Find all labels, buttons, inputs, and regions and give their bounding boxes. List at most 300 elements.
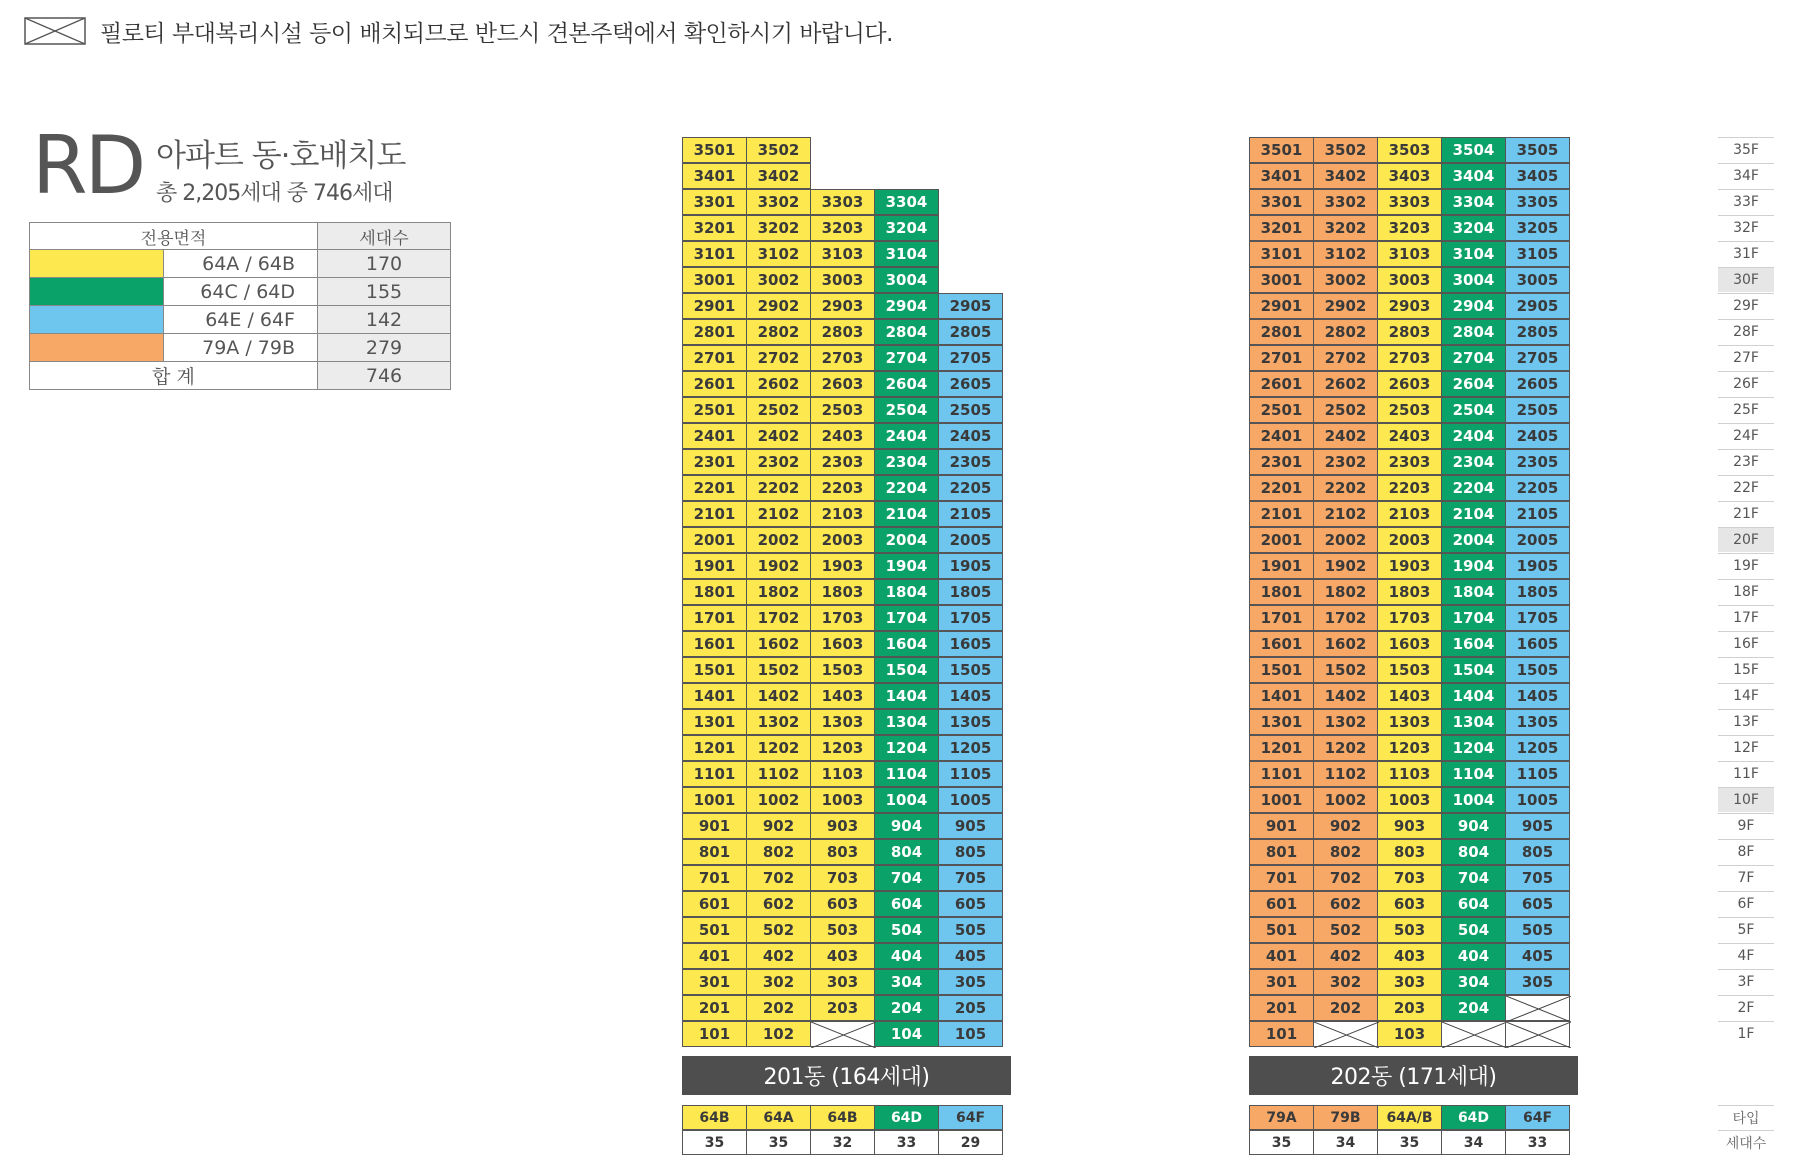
unit-cell: 1801 — [1249, 579, 1314, 605]
unit-cell: 405 — [938, 943, 1003, 969]
unit-cell: 2504 — [1441, 397, 1506, 423]
floor-row — [682, 189, 1002, 215]
unit-cell: 2301 — [682, 449, 747, 475]
unit-cell: 1002 — [746, 787, 811, 813]
unit-cell: 1105 — [938, 761, 1003, 787]
floor-row — [682, 345, 1002, 371]
count-cell: 35 — [682, 1130, 747, 1155]
unit-cell: 2402 — [746, 423, 811, 449]
unit-cell: 2503 — [1377, 397, 1442, 423]
unit-cell: 1305 — [938, 709, 1003, 735]
unit-cell: 901 — [1249, 813, 1314, 839]
legend-row — [30, 250, 451, 278]
unit-cell: 502 — [746, 917, 811, 943]
unit-cell: 904 — [874, 813, 939, 839]
unit-cell: 2702 — [746, 345, 811, 371]
unit-cell: 3304 — [1441, 189, 1506, 215]
unit-cell: 501 — [682, 917, 747, 943]
unit-cell: 3203 — [810, 215, 875, 241]
unit-cell: 2201 — [682, 475, 747, 501]
piloti-cell — [810, 1021, 875, 1047]
unit-cell: 402 — [746, 943, 811, 969]
unit-cell: 2601 — [682, 371, 747, 397]
unit-cell: 3501 — [682, 137, 747, 163]
unit-cell: 102 — [746, 1021, 811, 1047]
floor-label: 8F — [1718, 839, 1774, 864]
floor-row — [1249, 579, 1569, 605]
unit-cell: 3101 — [1249, 241, 1314, 267]
unit-cell: 2104 — [1441, 501, 1506, 527]
floor-row — [682, 293, 1002, 319]
unit-cell: 1103 — [1377, 761, 1442, 787]
unit-cell: 3103 — [810, 241, 875, 267]
unit-cell: 1504 — [1441, 657, 1506, 683]
unit-cell: 1801 — [682, 579, 747, 605]
unit-cell: 1004 — [874, 787, 939, 813]
count-cell: 33 — [1505, 1130, 1570, 1155]
unit-cell: 3201 — [682, 215, 747, 241]
legend-swatch — [30, 278, 164, 306]
empty-slot — [810, 137, 875, 163]
unit-cell: 3405 — [1505, 163, 1570, 189]
unit-cell: 702 — [746, 865, 811, 891]
unit-cell: 2303 — [810, 449, 875, 475]
unit-cell: 2903 — [1377, 293, 1442, 319]
unit-cell: 1004 — [1441, 787, 1506, 813]
unit-cell: 3002 — [746, 267, 811, 293]
unit-cell: 1604 — [874, 631, 939, 657]
unit-cell: 503 — [810, 917, 875, 943]
floor-row — [1249, 683, 1569, 709]
unit-cell: 1103 — [810, 761, 875, 787]
unit-cell: 2601 — [1249, 371, 1314, 397]
unit-cell: 2102 — [1313, 501, 1378, 527]
unit-cell: 1802 — [746, 579, 811, 605]
type-cell: 64B — [682, 1105, 747, 1130]
unit-cell: 2703 — [810, 345, 875, 371]
unit-cell: 2101 — [1249, 501, 1314, 527]
unit-cell: 1402 — [1313, 683, 1378, 709]
unit-cell: 1601 — [1249, 631, 1314, 657]
floor-row — [682, 839, 1002, 865]
unit-cell: 3002 — [1313, 267, 1378, 293]
floor-row — [682, 943, 1002, 969]
unit-cell: 2205 — [1505, 475, 1570, 501]
floor-row — [682, 397, 1002, 423]
floor-label: 11F — [1718, 761, 1774, 786]
floor-label: 25F — [1718, 397, 1774, 422]
floor-row — [682, 891, 1002, 917]
unit-cell: 1904 — [874, 553, 939, 579]
legend-header-row — [30, 223, 451, 250]
legend-swatch — [30, 306, 164, 334]
floor-label: 28F — [1718, 319, 1774, 344]
unit-cell: 301 — [682, 969, 747, 995]
unit-cell: 2602 — [1313, 371, 1378, 397]
floor-row — [1249, 241, 1569, 267]
unit-cell: 403 — [1377, 943, 1442, 969]
unit-cell: 2203 — [810, 475, 875, 501]
floor-row — [1249, 293, 1569, 319]
unit-cell: 2501 — [1249, 397, 1314, 423]
unit-cell: 3003 — [1377, 267, 1442, 293]
unit-cell: 1403 — [810, 683, 875, 709]
unit-cell: 1803 — [810, 579, 875, 605]
floor-row — [682, 969, 1002, 995]
count-cell: 35 — [1249, 1130, 1314, 1155]
floor-label: 13F — [1718, 709, 1774, 734]
unit-cell: 2404 — [874, 423, 939, 449]
unit-cell: 1903 — [810, 553, 875, 579]
unit-cell: 2302 — [746, 449, 811, 475]
floor-row — [1249, 319, 1569, 345]
unit-cell: 1505 — [1505, 657, 1570, 683]
unit-cell: 1602 — [746, 631, 811, 657]
type-row — [1249, 1105, 1569, 1130]
floor-row — [1249, 501, 1569, 527]
unit-cell: 2905 — [938, 293, 1003, 319]
unit-cell: 2305 — [1505, 449, 1570, 475]
unit-cell: 3102 — [746, 241, 811, 267]
floor-row — [1249, 709, 1569, 735]
unit-cell: 1003 — [1377, 787, 1442, 813]
unit-cell: 2103 — [1377, 501, 1442, 527]
building-201-label: 201동 (164세대) — [682, 1056, 1011, 1095]
floor-label: 27F — [1718, 345, 1774, 370]
unit-cell: 3202 — [1313, 215, 1378, 241]
unit-cell: 2605 — [938, 371, 1003, 397]
unit-cell: 1202 — [1313, 735, 1378, 761]
floor-row — [682, 579, 1002, 605]
unit-cell: 202 — [1313, 995, 1378, 1021]
unit-cell: 1205 — [1505, 735, 1570, 761]
unit-cell: 2304 — [874, 449, 939, 475]
floor-row — [682, 137, 1002, 163]
unit-cell: 1901 — [682, 553, 747, 579]
unit-cell: 805 — [1505, 839, 1570, 865]
unit-cell: 1203 — [810, 735, 875, 761]
unit-cell: 1303 — [810, 709, 875, 735]
unit-cell: 1104 — [874, 761, 939, 787]
floor-row — [1249, 891, 1569, 917]
unit-cell: 901 — [682, 813, 747, 839]
unit-cell: 1804 — [874, 579, 939, 605]
floor-label: 7F — [1718, 865, 1774, 890]
unit-cell: 1302 — [746, 709, 811, 735]
floor-row — [682, 319, 1002, 345]
unit-cell: 504 — [874, 917, 939, 943]
unit-cell: 1503 — [1377, 657, 1442, 683]
count-cell: 33 — [874, 1130, 939, 1155]
floor-label: 24F — [1718, 423, 1774, 448]
count-cell: 35 — [746, 1130, 811, 1155]
legend-type: 64A / 64B — [164, 250, 318, 278]
empty-slot — [874, 163, 939, 189]
unit-cell: 1503 — [810, 657, 875, 683]
unit-cell: 502 — [1313, 917, 1378, 943]
floor-labels — [1718, 137, 1774, 1047]
complex-code: RD — [32, 119, 144, 212]
floor-label: 6F — [1718, 891, 1774, 916]
unit-cell: 305 — [938, 969, 1003, 995]
unit-cell: 2002 — [1313, 527, 1378, 553]
unit-cell: 1705 — [938, 605, 1003, 631]
count-cell: 35 — [1377, 1130, 1442, 1155]
floor-row — [1249, 137, 1569, 163]
unit-cell: 2804 — [874, 319, 939, 345]
empty-slot — [938, 163, 1003, 189]
type-cell: 64A — [746, 1105, 811, 1130]
unit-cell: 702 — [1313, 865, 1378, 891]
unit-cell: 1002 — [1313, 787, 1378, 813]
unit-cell: 3003 — [810, 267, 875, 293]
unit-cell: 2405 — [1505, 423, 1570, 449]
unit-cell: 2003 — [1377, 527, 1442, 553]
floor-row — [682, 241, 1002, 267]
unit-cell: 104 — [874, 1021, 939, 1047]
unit-cell: 3402 — [1313, 163, 1378, 189]
building-202-label: 202동 (171세대) — [1249, 1056, 1578, 1095]
unit-cell: 903 — [810, 813, 875, 839]
unit-cell: 3004 — [1441, 267, 1506, 293]
floor-row — [1249, 527, 1569, 553]
floor-row — [682, 865, 1002, 891]
unit-cell: 304 — [1441, 969, 1506, 995]
count-cell: 34 — [1441, 1130, 1506, 1155]
unit-cell: 2405 — [938, 423, 1003, 449]
unit-cell: 2204 — [1441, 475, 1506, 501]
unit-cell: 705 — [938, 865, 1003, 891]
unit-cell: 2004 — [874, 527, 939, 553]
unit-cell: 204 — [874, 995, 939, 1021]
unit-cell: 404 — [874, 943, 939, 969]
type-cell: 64F — [1505, 1105, 1570, 1130]
floor-row — [1249, 995, 1569, 1021]
floor-row — [682, 995, 1002, 1021]
unit-cell: 203 — [810, 995, 875, 1021]
unit-cell: 602 — [746, 891, 811, 917]
unit-cell: 3403 — [1377, 163, 1442, 189]
unit-cell: 2302 — [1313, 449, 1378, 475]
empty-slot — [938, 215, 1003, 241]
unit-cell: 1404 — [874, 683, 939, 709]
unit-cell: 1405 — [938, 683, 1003, 709]
unit-cell: 1605 — [1505, 631, 1570, 657]
floor-label: 2F — [1718, 995, 1774, 1020]
floor-label: 1F — [1718, 1021, 1774, 1046]
floor-row — [682, 449, 1002, 475]
unit-cell: 1204 — [874, 735, 939, 761]
unit-cell: 1101 — [682, 761, 747, 787]
unit-cell: 1701 — [682, 605, 747, 631]
unit-cell: 3504 — [1441, 137, 1506, 163]
unit-cell: 2305 — [938, 449, 1003, 475]
unit-cell: 2701 — [682, 345, 747, 371]
unit-cell: 2603 — [1377, 371, 1442, 397]
floor-label: 3F — [1718, 969, 1774, 994]
unit-cell: 2202 — [1313, 475, 1378, 501]
unit-cell: 2505 — [938, 397, 1003, 423]
unit-cell: 3404 — [1441, 163, 1506, 189]
type-cell: 64A/B — [1377, 1105, 1442, 1130]
floor-row — [682, 475, 1002, 501]
unit-cell: 1805 — [938, 579, 1003, 605]
floor-label: 18F — [1718, 579, 1774, 604]
unit-cell: 304 — [874, 969, 939, 995]
unit-cell: 802 — [1313, 839, 1378, 865]
unit-cell: 903 — [1377, 813, 1442, 839]
unit-cell: 1001 — [682, 787, 747, 813]
unit-cell: 1603 — [810, 631, 875, 657]
floor-row — [1249, 605, 1569, 631]
unit-cell: 1202 — [746, 735, 811, 761]
unit-cell: 803 — [1377, 839, 1442, 865]
count-row — [1249, 1130, 1569, 1155]
unit-cell: 1104 — [1441, 761, 1506, 787]
floor-label: 35F — [1718, 137, 1774, 162]
unit-cell: 403 — [810, 943, 875, 969]
unit-cell: 2603 — [810, 371, 875, 397]
unit-cell: 2802 — [1313, 319, 1378, 345]
unit-cell: 3201 — [1249, 215, 1314, 241]
unit-cell: 3101 — [682, 241, 747, 267]
piloti-cell — [1441, 1021, 1506, 1047]
floor-label: 10F — [1718, 787, 1774, 812]
unit-cell: 1003 — [810, 787, 875, 813]
floor-row — [682, 657, 1002, 683]
unit-cell: 604 — [1441, 891, 1506, 917]
unit-cell: 1905 — [938, 553, 1003, 579]
floor-row — [682, 527, 1002, 553]
legend-row — [30, 306, 451, 334]
floor-label: 31F — [1718, 241, 1774, 266]
unit-cell: 1303 — [1377, 709, 1442, 735]
unit-cell: 1602 — [1313, 631, 1378, 657]
floor-row — [682, 553, 1002, 579]
floor-count-label: 세대수 — [1718, 1130, 1774, 1155]
unit-cell: 1203 — [1377, 735, 1442, 761]
building-202-types — [1249, 1105, 1569, 1155]
unit-cell: 2205 — [938, 475, 1003, 501]
unit-cell: 3105 — [1505, 241, 1570, 267]
floor-label: 21F — [1718, 501, 1774, 526]
unit-cell: 3203 — [1377, 215, 1442, 241]
floor-row — [1249, 917, 1569, 943]
unit-cell: 3505 — [1505, 137, 1570, 163]
floor-row — [1249, 657, 1569, 683]
legend-type: 64E / 64F — [164, 306, 318, 334]
unit-cell: 3401 — [1249, 163, 1314, 189]
unit-cell: 1501 — [1249, 657, 1314, 683]
unit-cell: 201 — [1249, 995, 1314, 1021]
unit-cell: 1403 — [1377, 683, 1442, 709]
unit-cell: 2901 — [1249, 293, 1314, 319]
unit-cell: 1702 — [1313, 605, 1378, 631]
unit-cell: 2705 — [1505, 345, 1570, 371]
unit-cell: 1301 — [1249, 709, 1314, 735]
floor-row — [682, 787, 1002, 813]
unit-cell: 3005 — [1505, 267, 1570, 293]
unit-cell: 2702 — [1313, 345, 1378, 371]
floor-row — [682, 371, 1002, 397]
unit-cell: 2005 — [1505, 527, 1570, 553]
unit-cell: 1401 — [1249, 683, 1314, 709]
unit-cell: 2301 — [1249, 449, 1314, 475]
unit-cell: 3501 — [1249, 137, 1314, 163]
unit-cell: 1902 — [746, 553, 811, 579]
floor-label: 17F — [1718, 605, 1774, 630]
unit-cell: 1204 — [1441, 735, 1506, 761]
unit-cell: 303 — [810, 969, 875, 995]
floor-row — [682, 683, 1002, 709]
floor-row — [1249, 397, 1569, 423]
unit-cell: 1703 — [1377, 605, 1442, 631]
unit-cell: 2805 — [938, 319, 1003, 345]
unit-cell: 2001 — [682, 527, 747, 553]
unit-cell: 1005 — [938, 787, 1003, 813]
unit-cell: 2103 — [810, 501, 875, 527]
floor-row — [682, 423, 1002, 449]
unit-cell: 1001 — [1249, 787, 1314, 813]
type-cell: 64D — [874, 1105, 939, 1130]
floor-row — [682, 215, 1002, 241]
unit-cell: 802 — [746, 839, 811, 865]
unit-cell: 704 — [874, 865, 939, 891]
unit-cell: 2805 — [1505, 319, 1570, 345]
type-cell: 64B — [810, 1105, 875, 1130]
unit-cell: 3202 — [746, 215, 811, 241]
unit-cell: 705 — [1505, 865, 1570, 891]
unit-cell: 1205 — [938, 735, 1003, 761]
unit-cell: 3004 — [874, 267, 939, 293]
unit-cell: 2604 — [1441, 371, 1506, 397]
floor-label: 22F — [1718, 475, 1774, 500]
unit-cell: 605 — [938, 891, 1003, 917]
unit-cell: 1305 — [1505, 709, 1570, 735]
unit-cell: 2902 — [1313, 293, 1378, 319]
unit-cell: 2901 — [682, 293, 747, 319]
unit-cell: 1405 — [1505, 683, 1570, 709]
unit-cell: 1902 — [1313, 553, 1378, 579]
floor-row — [1249, 423, 1569, 449]
legend-table — [29, 222, 451, 390]
floor-row — [1249, 735, 1569, 761]
legend-type: 79A / 79B — [164, 334, 318, 362]
unit-cell: 902 — [746, 813, 811, 839]
floor-label: 9F — [1718, 813, 1774, 838]
unit-cell: 3503 — [1377, 137, 1442, 163]
type-cell: 64D — [1441, 1105, 1506, 1130]
unit-cell: 2304 — [1441, 449, 1506, 475]
empty-slot — [810, 163, 875, 189]
floor-row — [682, 501, 1002, 527]
unit-cell: 205 — [938, 995, 1003, 1021]
unit-cell: 804 — [1441, 839, 1506, 865]
unit-cell: 103 — [1377, 1021, 1442, 1047]
unit-cell: 801 — [682, 839, 747, 865]
floor-row — [1249, 163, 1569, 189]
floor-label: 5F — [1718, 917, 1774, 942]
floor-row — [1249, 631, 1569, 657]
floor-label: 30F — [1718, 267, 1774, 292]
floor-row — [1249, 475, 1569, 501]
unit-cell: 2704 — [1441, 345, 1506, 371]
floor-row — [682, 917, 1002, 943]
legend-count: 142 — [318, 306, 451, 334]
unit-cell: 202 — [746, 995, 811, 1021]
unit-cell: 2105 — [1505, 501, 1570, 527]
unit-cell: 1102 — [1313, 761, 1378, 787]
